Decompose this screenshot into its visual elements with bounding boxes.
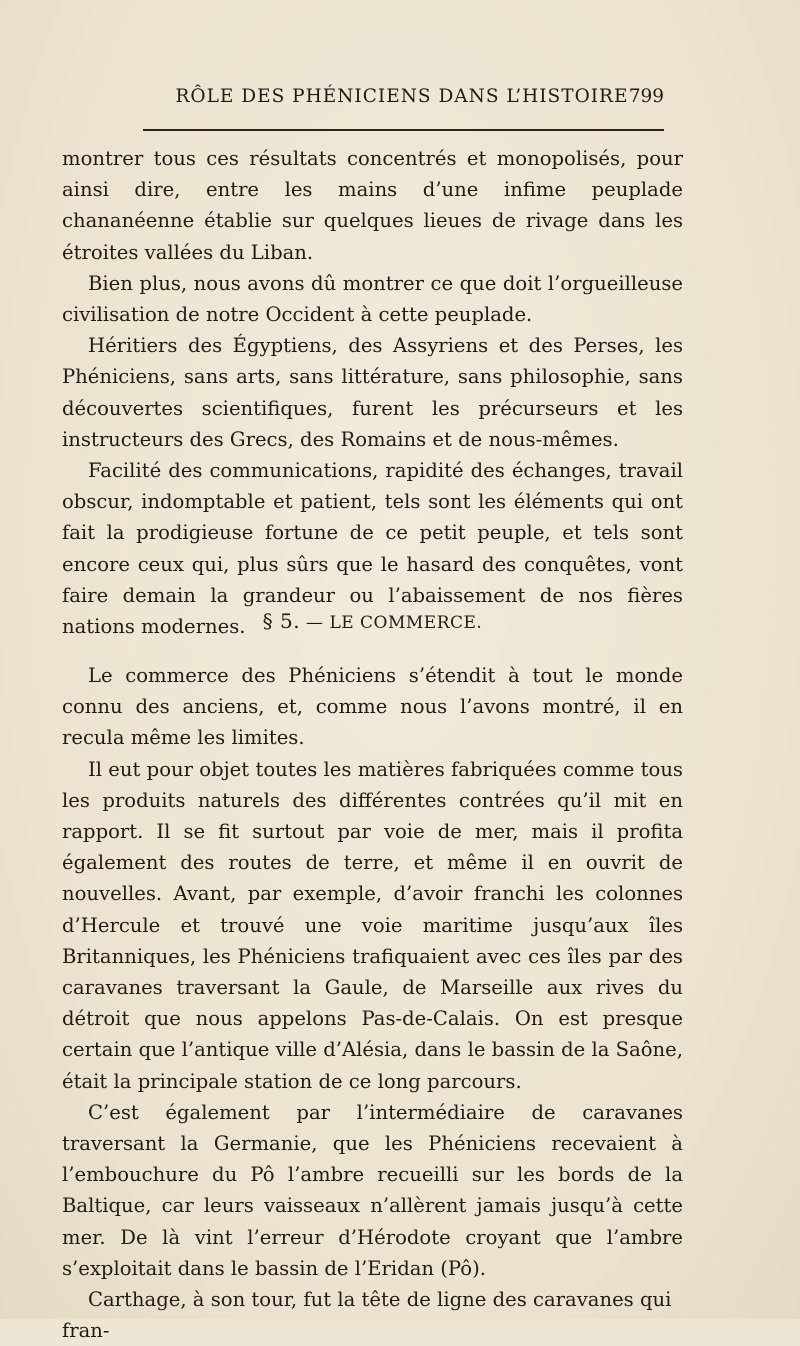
section-title: LE COMMERCE. xyxy=(329,613,483,633)
paragraph: Bien plus, nous avons dû montrer ce que doit l’orgueilleuse civilisation de notre Occident à cette peuplade. xyxy=(62,271,683,327)
paragraph: C’est également par l’intermédiaire de caravanes traversant la Germanie, que les Phéniciens recevaient à l’embouchure du Pô l’ambre recueilli sur les bords de la Baltique, car leurs vaisseaux n’allèrent jamais jusqu’à cette mer. De là vint l’erreur d’Hérodote croyant que l’ambre s’exploitait dans le bassin de l’Eridan (Pô). xyxy=(62,1100,683,1280)
paragraph: Facilité des communications, rapidité des échanges, travail obscur, indomptable et patient, tels sont les éléments qui ont fait la prodigieuse fortune de ce petit peuple, et tels sont encore ceux qui, plus sûrs que le hasard des conquêtes, vont faire demain la grandeur ou l’abaissement de nos fières nations modernes. xyxy=(62,459,683,639)
paragraph-continued: Carthage, à son tour, fut la tête de ligne des caravanes qui fran- xyxy=(62,1288,672,1343)
paragraph: Le commerce des Phéniciens s’étendit à tout le monde connu des anciens, et, comme nous l’avons montré, il en recula même les limites. xyxy=(62,664,683,750)
section-dash: — xyxy=(306,613,324,633)
paragraph: Il eut pour objet toutes les matières fabriquées comme tous les produits naturels des différentes contrées qu’il mit en rapport. Il se fit surtout par voie de mer, mais il profita également des routes de terre, et même il en ouvrit de nouvelles. Avant, par exemple, d’avoir franchi les colonnes d’Hercule et trouvé une voie maritime jusqu’aux îles Britanniques, les Phéniciens trafiquaient avec ces îles par des caravanes traversant la Gaule, de Marseille aux rives du détroit que nous appelons Pas-de-Calais. On est presque certain que l’antique ville d’Alésia, dans le bassin de la Saône, était la principale station de ce long parcours. xyxy=(62,757,684,1093)
text-block-before-section xyxy=(62,143,683,642)
header-rule xyxy=(143,129,664,131)
paragraph: Héritiers des Égyptiens, des Assyriens et des Perses, les Phéniciens, sans arts, sans littérature, sans philosophie, sans découvertes scientifiques, furent les précurseurs et les instructeurs des Grecs, des Romains et de nous-mêmes. xyxy=(62,334,683,451)
paragraph: montrer tous ces résultats concentrés et monopolisés, pour ainsi dire, entre les mains d’une infime peuplade chananéenne établie sur quelques lieues de rivage dans les étroites vallées du Liban. xyxy=(62,147,683,264)
page-number: 799 xyxy=(628,86,664,107)
running-header: RÔLE DES PHÉNICIENS DANS L’HISTOIRE xyxy=(175,86,629,107)
section-heading xyxy=(62,609,683,633)
text-block-after-section xyxy=(62,660,683,1346)
section-number: § 5. xyxy=(262,609,301,633)
